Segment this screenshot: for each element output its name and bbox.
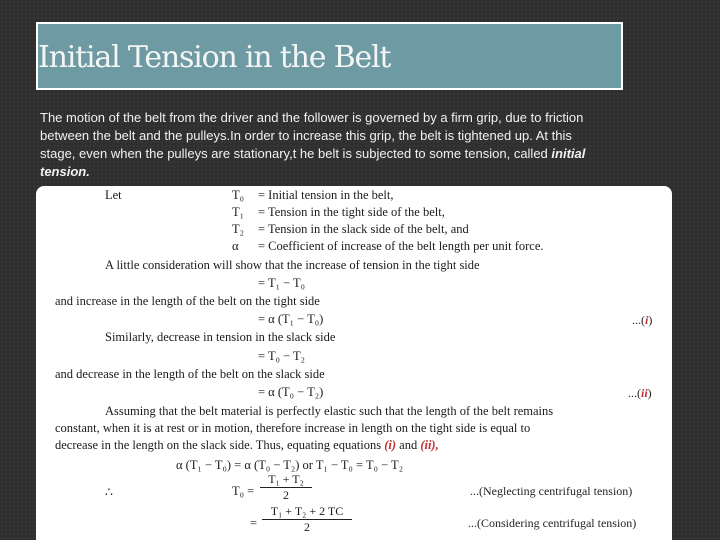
def-symbol: α [232,239,239,253]
text-line: A little consideration will show that the increase of tension in the tight side [105,258,480,272]
fraction: $\frac{\text{T₁ + T₂ + 2 TC}}{2}$ [262,504,352,535]
equals: = [250,516,258,530]
textbook-excerpt [36,186,672,540]
equation-ref-ii: ...(ii) [628,386,652,400]
def-text: = Tension in the slack side of the belt, and [258,222,469,236]
let-label: Let [105,188,122,202]
title-banner [36,22,623,90]
equation-lhs: T₀ = [232,484,255,498]
def-symbol: T₂ [232,222,244,236]
def-text: = Tension in the tight side of the belt, [258,205,445,219]
intro-text: The motion of the belt from the driver and the follower is governed by a firm grip, due to friction between the belt and the pulleys.In order to increase this grip, the belt is tightened up. At this stage, even when the pulleys are stationary,t he belt is subjected to some tension, called [40,110,584,161]
def-text: = Coefficient of increase of the belt length per unit force. [258,239,544,253]
text-line: and decrease in the length of the belt on the slack side [55,367,325,381]
text-line: and increase in the length of the belt on the tight side [55,294,320,308]
equation: = α (T₀ − T₂) [258,385,324,399]
fraction: $\frac{\text{T₁ + T₂}}{2}$ [260,472,312,503]
equation: = T₀ − T₂ [258,349,306,363]
text-line: constant, when it is at rest or in motion, therefore increase in length on the tight side is equal to [55,421,531,435]
note: ...(Neglecting centrifugal tension) [470,484,633,498]
intro-paragraph [40,109,600,181]
equation: = T₁ − T₀ [258,276,306,290]
therefore-symbol: ∴ [105,485,113,499]
note: ...(Considering centrifugal tension) [468,516,637,530]
def-symbol: T₀ [232,188,244,202]
equation: = α (T₁ − T₀) [258,312,324,326]
text-line: decrease in the length on the slack side. Thus, equating equations (i) and (ii), [55,438,439,452]
intro-emphasis: initial tension. [40,146,586,179]
equation-ref-i: ...(i) [632,313,653,327]
def-symbol: T₁ [232,205,244,219]
equation: α (T₁ − T₀) = α (T₀ − T₂) or T₁ − T₀ = T₀ − T₂ [176,458,404,472]
text-line: Assuming that the belt material is perfectly elastic such that the length of the belt remains [105,404,554,418]
def-text: = Initial tension in the belt, [258,188,394,202]
text-line: Similarly, decrease in tension in the slack side [105,330,336,344]
slide-title: Initial Tension in the Belt [38,40,391,75]
